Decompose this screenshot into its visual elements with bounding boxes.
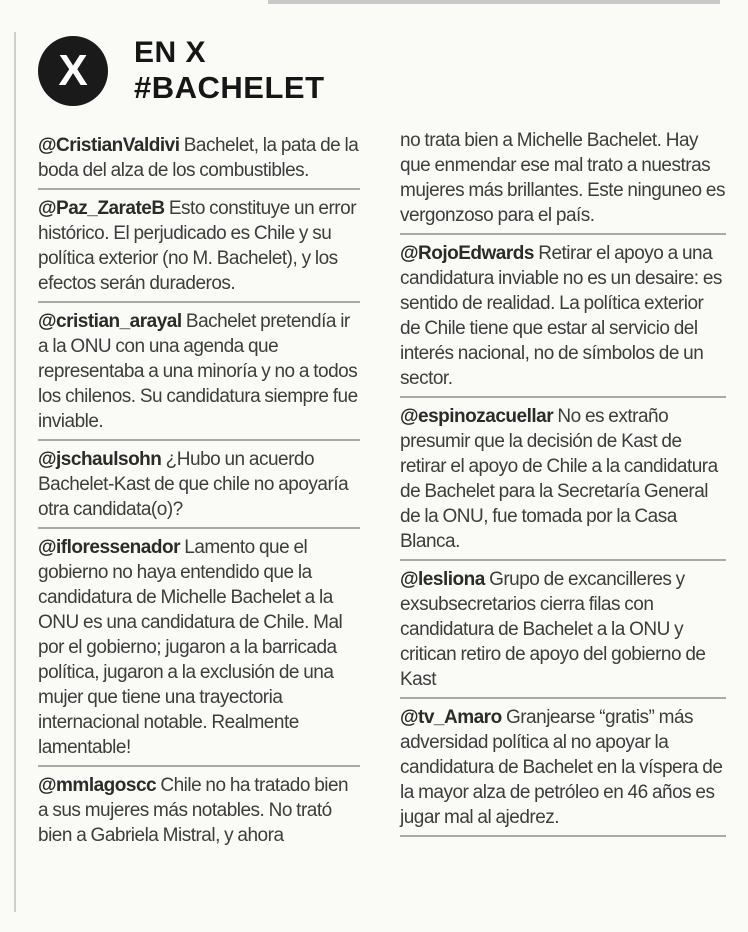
tweet-handle[interactable]: @Paz_ZarateB [38,198,165,219]
tweet-item-continued [400,126,726,235]
tweet-text: ¿Hubo un acuerdo Bachelet-Kast de que chile no apoyaría otra candidata(o)? [38,449,349,520]
tweet-handle[interactable]: @CristianValdivi [38,135,180,156]
tweet-item [400,239,726,398]
tweet-handle[interactable]: @mmlagoscc [38,775,157,796]
tweet-handle[interactable]: @tv_Amaro [400,707,502,728]
tweet-item [38,771,360,853]
tweet-item [400,565,726,699]
tweet-item [38,445,360,529]
tweet-handle[interactable]: @cristian_arayal [38,311,182,332]
left-column [38,131,360,857]
tweet-handle[interactable]: @espinozacuellar [400,406,554,427]
tweet-text: No es extraño presumir que la decisión de Kast de retirar el apoyo de Chile a la candidatura de Bachelet para la Secretaría General de la ONU, fue tomada por la Casa Blanca. [400,406,718,552]
tweet-item [38,194,360,303]
right-column [400,126,726,841]
tweet-handle[interactable]: @jschaulsohn [38,449,162,470]
tweet-text: Bachelet, la pata de la boda del alza de los combustibles. [38,135,359,181]
tweet-text: Lamento que el gobierno no haya entendido que la candidatura de Michelle Bachelet a la ONU es una candidatura de Chile. Mal por el gobierno; jugaron a la barricada política, jugaron a la exclusión de una mujer que tiene una trayectoria internacional notable. Realmente lamentable! [38,537,343,758]
section-title-line1: EN X [134,36,207,69]
tweet-item [400,402,726,561]
tweet-handle[interactable]: @ifloressenador [38,537,180,558]
top-divider [268,0,720,4]
tweet-text: Esto constituye un error histórico. El perjudicado es Chile y su política exterior (no M. Bachelet), y los efectos serán duraderos. [38,198,357,294]
x-logo-icon: X [38,36,108,106]
section-title-hashtag: #BACHELET [134,70,325,105]
tweet-item [38,533,360,767]
tweet-text: Bachelet pretendía ir a la ONU con una agenda que representaba a una minoría y no a todos los chilenos. Su candidatura siempre fue inviable. [38,311,358,432]
tweet-text: Chile no ha tratado bien a sus mujeres más notables. No trató bien a Gabriela Mistral, y ahora [38,775,349,846]
tweet-handle[interactable]: @lesliona [400,569,485,590]
tweet-item [38,307,360,441]
tweet-text: Granjearse “gratis” más adversidad política al no apoyar la candidatura de Bachelet en la víspera de la mayor alza de petróleo en 46 años es jugar mal al ajedrez. [400,707,723,828]
tweet-text: Retirar el apoyo a una candidatura inviable no es un desaire: es sentido de realidad. La política exterior de Chile tiene que estar al servicio del interés nacional, no de símbolos de un sector. [400,243,722,389]
section-header [38,32,378,104]
tweet-text: Grupo de excancilleres y exsubsecretarios cierra filas con candidatura de Bachelet a la ONU y critican retiro de apoyo del gobierno de Kast [400,569,706,690]
tweet-item [38,131,360,190]
tweet-item [400,703,726,837]
tweet-handle[interactable]: @RojoEdwards [400,243,534,264]
left-column-rule [14,32,16,912]
tweet-text: no trata bien a Michelle Bachelet. Hay que enmendar ese mal trato a nuestras mujeres más brillantes. Este ninguneo es vergonzoso para el país. [400,130,725,226]
